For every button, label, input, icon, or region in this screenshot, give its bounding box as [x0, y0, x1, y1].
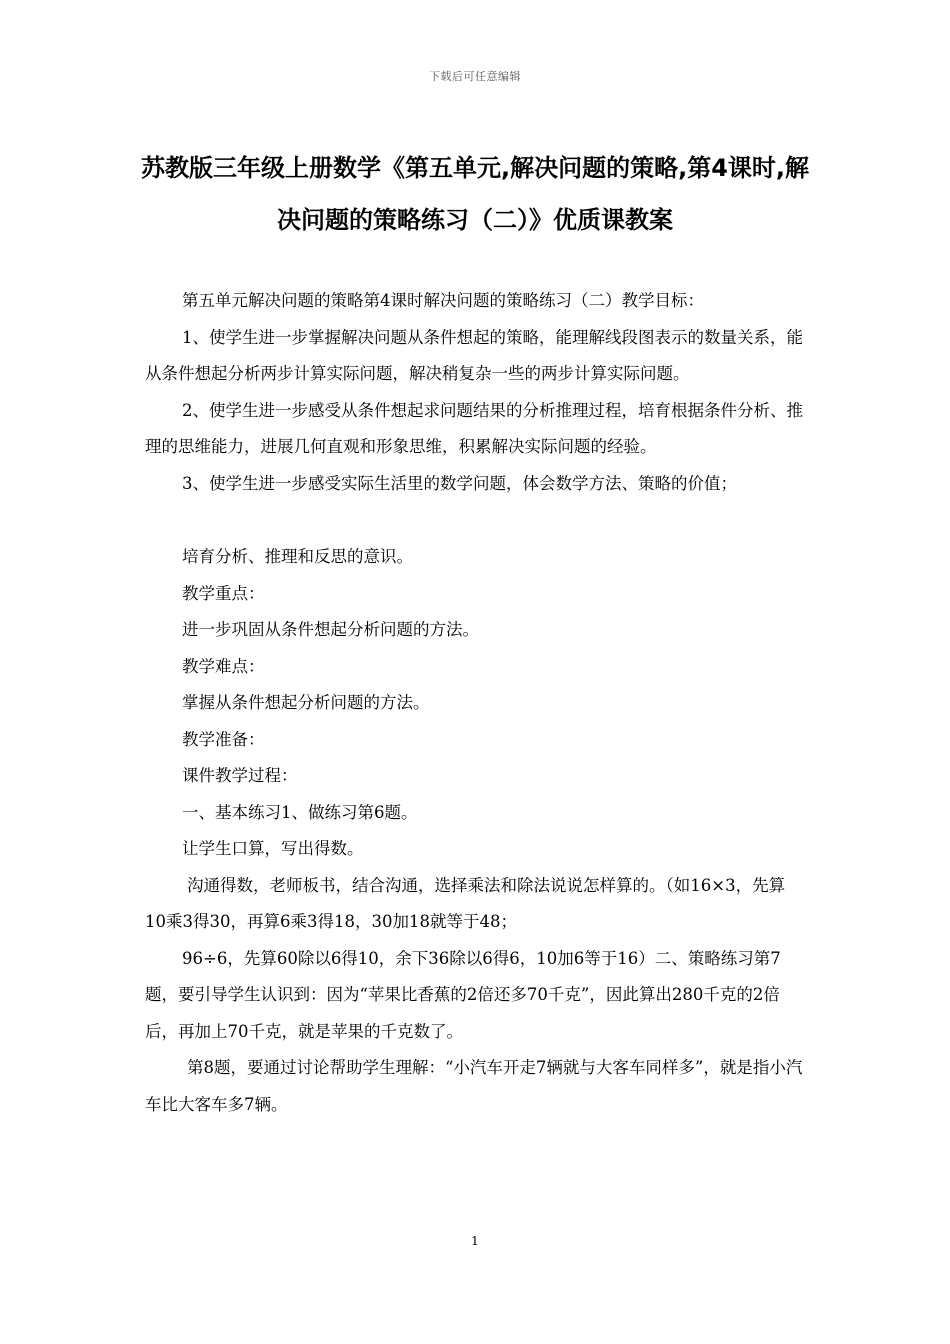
document-title: 苏教版三年级上册数学《第五单元,解决问题的策略,第4课时,解决问题的策略练习（二）》优质课教案 — [140, 154, 810, 234]
discussion-paragraph: 沟通得数，老师板书，结合沟通，选择乘法和除法说说怎样算的。（如16×3，先算10乘3得30，再算6乘3得18，30加18就等于48； — [145, 875, 786, 931]
exercise-8-paragraph: 第8题，要通过讨论帮助学生理解：“小汽车开走7辆就与大客车同样多”，就是指小汽车比大客车多7辆。 — [145, 1058, 803, 1114]
preparation-heading: 教学准备： — [182, 729, 265, 749]
key-points-heading: 教学重点： — [182, 583, 265, 603]
blank-line — [145, 502, 805, 539]
objective-2: 2、使学生进一步感受从条件想起求问题结果的分析推理过程，培育根据条件分析、推理的思维能力，进展几何直观和形象思维，积累解决实际问题的经验。 — [145, 400, 803, 456]
difficulties-heading: 教学难点： — [182, 656, 265, 676]
objectives-heading: 第五单元解决问题的策略第4课时解决问题的策略练习（二）教学目标： — [182, 291, 704, 310]
difficulties-text: 掌握从条件想起分析问题的方法。 — [182, 693, 430, 712]
process-heading: 课件教学过程： — [182, 766, 298, 785]
oral-calculation: 让学生口算，写出得数。 — [182, 839, 364, 858]
key-points-text: 进一步巩固从条件想起分析问题的方法。 — [182, 620, 479, 639]
objective-3-continued: 培育分析、推理和反思的意识。 — [182, 547, 413, 566]
document-body — [145, 283, 805, 1123]
division-strategy-paragraph: 96÷6，先算60除以6得10，余下36除以6得6，10加6等于16）二、策略练习第7题，要引导学生认识到：因为“苹果比香蕉的2倍还多70千克”，因此算出280千克的2倍后，再加上70千克，就是苹果的千克数了。 — [145, 948, 781, 1041]
page-number: 1 — [471, 1234, 479, 1248]
header-watermark: 下载后可任意编辑 — [429, 70, 521, 83]
basic-practice: 一、基本练习1、做练习第6题。 — [182, 802, 418, 822]
objective-3: 3、使学生进一步感受实际生活里的数学问题，体会数学方法、策略的价值； — [182, 473, 737, 493]
objective-1: 1、使学生进一步掌握解决问题从条件想起的策略，能理解线段图表示的数量关系，能从条件想起分析两步计算实际问题，解决稍复杂一些的两步计算实际问题。 — [145, 327, 803, 383]
